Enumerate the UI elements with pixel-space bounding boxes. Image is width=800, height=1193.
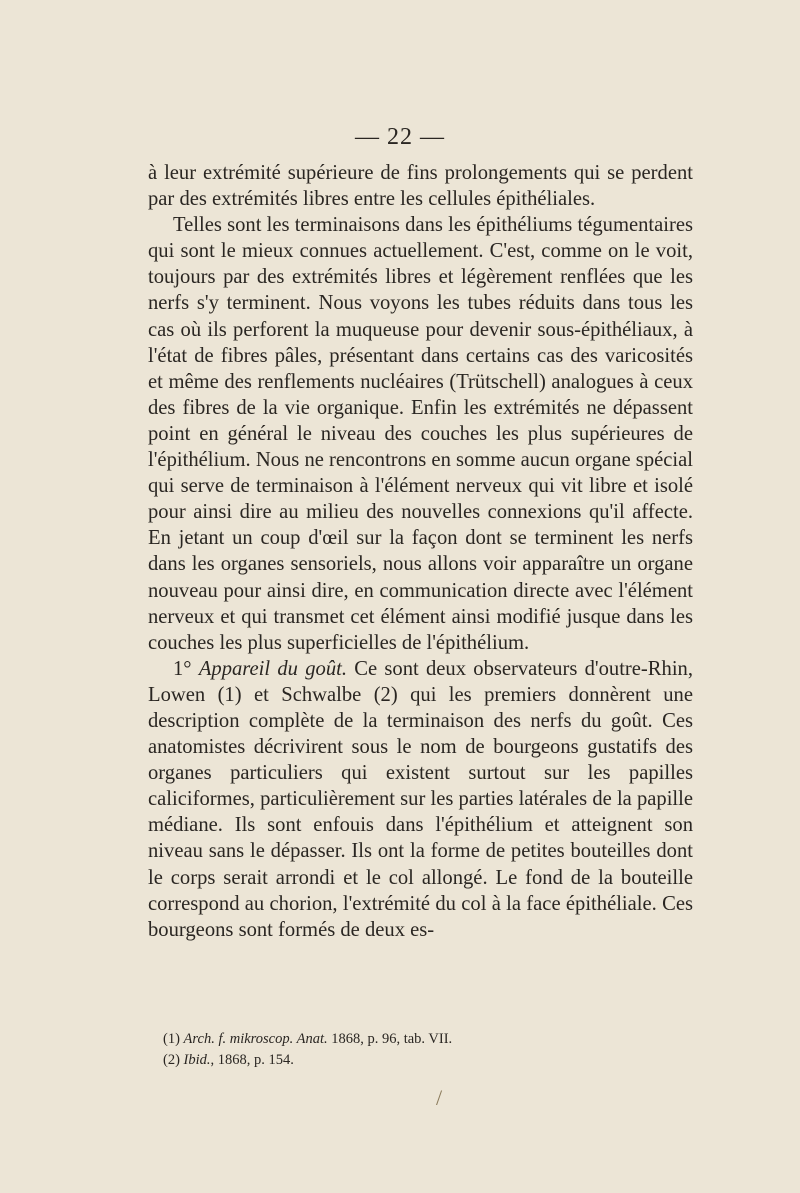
- footnote-marker: (2): [163, 1052, 180, 1068]
- page-number: — 22 —: [355, 124, 445, 150]
- paragraph-continuation: à leur extrémité supérieure de fins prolongements qui se perdent par des extrémités libres entre les cellules épithéliales.: [148, 162, 693, 211]
- footnote-1: [163, 1029, 643, 1050]
- section-title: Appareil du goût.: [198, 657, 347, 680]
- footnote-source: Arch. f. mikroscop. Anat.: [183, 1031, 328, 1047]
- section-number: 1°: [173, 657, 192, 680]
- footnote-source: Ibid.: [183, 1052, 211, 1068]
- paragraph-terminaisons: Telles sont les terminaisons dans les épithéliums tégumentaires qui sont le mieux connues actuellement. C'est, comme on le voit, toujours par des extrémités libres et légèrement renflées que les nerfs s'y terminent. Nous voyons les tubes réduits dans tous les cas où ils perforent la muqueuse pour devenir sous-épithéliaux, à l'état de fibres pâles, présentant dans certains cas des varicosités et même des renflements nucléaires (Trütschell) analogues à ceux des fibres de la vie organique. Enfin les extrémités ne dépassent point en général le niveau des couches les plus supérieures de l'épithélium. Nous ne rencontrons en somme aucun organe spécial qui serve de terminaison à l'élément nerveux qui vit libre et isolé pour ainsi dire au milieu des nouvelles connexions qu'il affecte. En jetant un coup d'œil sur la façon dont se terminent les nerfs dans les organes sensoriels, nous allons voir apparaître un organe nouveau pour ainsi dire, en communication directe avec l'élément nerveux et qui transmet cet élément ainsi modifié jusque dans les couches les plus superficielles de l'épithélium.: [148, 214, 693, 654]
- footnote-detail: , 1868, p. 154.: [210, 1052, 294, 1068]
- paragraph-appareil-du-gout: [148, 656, 693, 943]
- footnote-detail: 1868, p. 96, tab. VII.: [327, 1031, 453, 1047]
- pencil-mark: /: [436, 1085, 443, 1110]
- section-text: Ce sont deux observateurs d'outre-Rhin, Lowen (1) et Schwalbe (2) qui les premiers donnèrent une description complète de la terminaison des nerfs du goût. Ces anatomistes décrivirent sous le nom de bourgeons gustatifs des organes particuliers qui existent surtout sur les papilles caliciformes, particulièrement sur les parties latérales de la papille médiane. Ils sont enfouis dans l'épithélium et atteignent son niveau sans le dépasser. Ils ont la forme de petites bouteilles dont le corps serait arrondi et le col allongé. Le fond de la bouteille correspond au chorion, l'extrémité du col à la face épithéliale. Ces bourgeons sont formés de deux es-: [148, 657, 693, 941]
- footnotes: [163, 1029, 643, 1071]
- footnote-2: [163, 1050, 643, 1071]
- body-text: [148, 160, 693, 943]
- footnote-marker: (1): [163, 1031, 180, 1047]
